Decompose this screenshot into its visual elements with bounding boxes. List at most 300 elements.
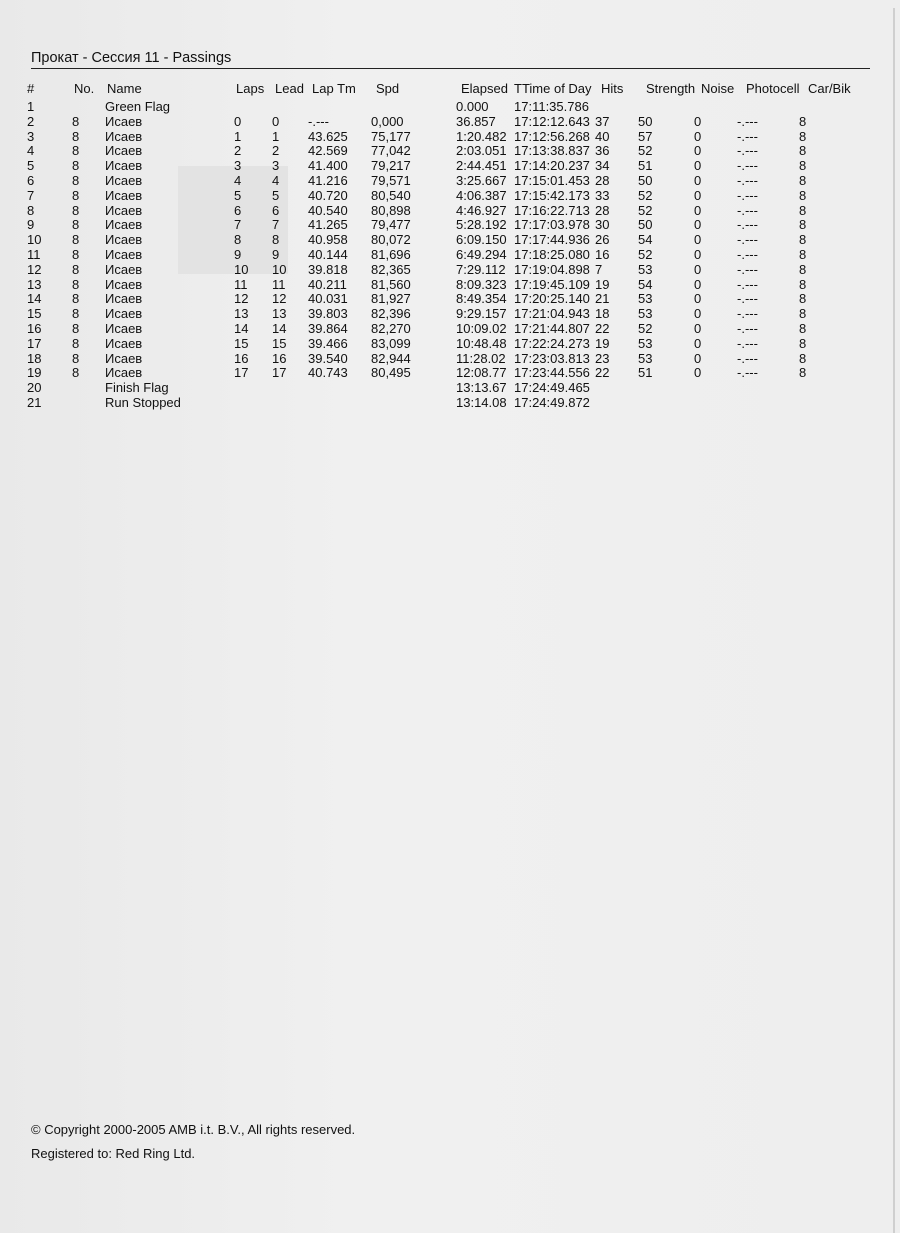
cell-num: 9 bbox=[27, 217, 35, 233]
cell-name: Исаев bbox=[105, 350, 143, 366]
cell-laptm: 40.540 bbox=[308, 202, 348, 218]
cell-spd: 80,898 bbox=[371, 202, 411, 218]
cell-hits: 36 bbox=[595, 143, 610, 159]
cell-strength: 52 bbox=[638, 187, 653, 203]
cell-elapsed: 9:29.157 bbox=[456, 306, 507, 322]
cell-laps: 3 bbox=[234, 158, 242, 174]
cell-car: 8 bbox=[799, 158, 807, 174]
cell-car: 8 bbox=[799, 128, 807, 144]
cell-spd: 77,042 bbox=[371, 143, 411, 159]
cell-name: Исаев bbox=[105, 202, 143, 218]
cell-elapsed: 7:29.112 bbox=[456, 261, 506, 277]
col-header-spd: Spd bbox=[376, 81, 400, 96]
cell-elapsed: 10:48.48 bbox=[456, 335, 507, 351]
cell-num: 13 bbox=[27, 276, 42, 292]
cell-noise: 0 bbox=[694, 306, 702, 322]
cell-laptm: 39.540 bbox=[308, 350, 348, 366]
table-row bbox=[0, 395, 900, 410]
cell-name: Green Flag bbox=[105, 99, 171, 114]
cell-elapsed: 1:20.482 bbox=[456, 128, 507, 144]
cell-car: 8 bbox=[799, 291, 807, 307]
cell-num: 10 bbox=[27, 232, 42, 248]
cell-elapsed: 4:06.387 bbox=[456, 187, 507, 203]
cell-tod: 17:21:04.943 bbox=[514, 306, 590, 322]
cell-name: Исаев bbox=[105, 128, 143, 144]
cell-laptm: 41.400 bbox=[308, 158, 348, 174]
cell-name: Исаев bbox=[105, 365, 143, 381]
cell-no: 8 bbox=[72, 128, 80, 144]
cell-hits: 7 bbox=[595, 261, 603, 277]
table-row bbox=[0, 143, 900, 158]
cell-num: 21 bbox=[27, 395, 42, 410]
cell-elapsed: 13:13.67 bbox=[456, 380, 507, 396]
cell-name: Исаев bbox=[105, 143, 143, 159]
cell-laptm: 40.720 bbox=[308, 187, 348, 203]
cell-lead: 3 bbox=[272, 158, 280, 174]
cell-laptm: 39.818 bbox=[308, 261, 348, 277]
cell-laptm: 40.031 bbox=[308, 291, 348, 307]
cell-laps: 5 bbox=[234, 187, 242, 203]
cell-hits: 23 bbox=[595, 350, 610, 366]
cell-num: 16 bbox=[27, 321, 42, 336]
cell-elapsed: 5:28.192 bbox=[456, 217, 507, 233]
cell-lead: 6 bbox=[272, 202, 280, 218]
cell-car: 8 bbox=[799, 365, 807, 381]
cell-num: 15 bbox=[27, 306, 42, 322]
table-row bbox=[0, 114, 900, 129]
cell-num: 18 bbox=[27, 350, 42, 366]
cell-no: 8 bbox=[72, 276, 80, 292]
col-header-car: Car/Bik bbox=[808, 81, 851, 96]
cell-name: Finish Flag bbox=[105, 380, 169, 396]
cell-strength: 52 bbox=[638, 202, 653, 218]
cell-noise: 0 bbox=[694, 143, 702, 159]
cell-hits: 18 bbox=[595, 306, 610, 322]
cell-photocell: -.--- bbox=[737, 217, 758, 233]
cell-lead: 11 bbox=[272, 276, 286, 292]
cell-num: 20 bbox=[27, 380, 42, 396]
cell-photocell: -.--- bbox=[737, 321, 758, 336]
cell-hits: 30 bbox=[595, 217, 610, 233]
table-row bbox=[0, 277, 900, 292]
cell-laps: 15 bbox=[234, 335, 249, 351]
col-header-num: # bbox=[27, 81, 35, 96]
cell-lead: 14 bbox=[272, 321, 287, 336]
cell-laps: 7 bbox=[234, 217, 242, 233]
cell-spd: 82,396 bbox=[371, 306, 411, 322]
table-row bbox=[0, 306, 900, 321]
cell-photocell: -.--- bbox=[737, 128, 758, 144]
cell-laps: 10 bbox=[234, 261, 249, 277]
cell-num: 12 bbox=[27, 261, 42, 277]
cell-lead: 9 bbox=[272, 247, 280, 262]
table-row bbox=[0, 380, 900, 395]
cell-no: 8 bbox=[72, 247, 80, 262]
cell-hits: 19 bbox=[595, 335, 610, 351]
cell-strength: 53 bbox=[638, 350, 653, 366]
cell-spd: 82,365 bbox=[371, 261, 411, 277]
registered-note: Registered to: Red Ring Ltd. bbox=[31, 1146, 196, 1161]
cell-tod: 17:18:25.080 bbox=[514, 247, 590, 262]
cell-tod: 17:24:49.465 bbox=[514, 380, 590, 396]
cell-no: 8 bbox=[72, 143, 80, 159]
cell-strength: 53 bbox=[638, 306, 653, 322]
cell-laptm: 42.569 bbox=[308, 143, 348, 159]
cell-car: 8 bbox=[799, 173, 807, 188]
table-row bbox=[0, 188, 900, 203]
cell-laps: 11 bbox=[234, 276, 248, 292]
cell-tod: 17:19:45.109 bbox=[514, 276, 590, 292]
cell-strength: 53 bbox=[638, 261, 653, 277]
cell-noise: 0 bbox=[694, 365, 702, 381]
cell-no: 8 bbox=[72, 232, 80, 248]
cell-tod: 17:15:42.173 bbox=[514, 187, 590, 203]
cell-photocell: -.--- bbox=[737, 143, 758, 159]
cell-noise: 0 bbox=[694, 232, 702, 248]
cell-strength: 54 bbox=[638, 276, 653, 292]
cell-num: 6 bbox=[27, 173, 35, 188]
cell-photocell: -.--- bbox=[737, 158, 758, 174]
cell-lead: 15 bbox=[272, 335, 287, 351]
cell-elapsed: 10:09.02 bbox=[456, 321, 507, 336]
cell-lead: 13 bbox=[272, 306, 287, 322]
cell-hits: 22 bbox=[595, 365, 610, 381]
cell-laptm: 41.265 bbox=[308, 217, 348, 233]
col-header-laptm: Lap Tm bbox=[312, 81, 356, 96]
cell-hits: 16 bbox=[595, 247, 610, 262]
cell-laptm: 40.211 bbox=[308, 276, 347, 292]
cell-name: Исаев bbox=[105, 321, 143, 336]
cell-lead: 2 bbox=[272, 143, 280, 159]
cell-no: 8 bbox=[72, 321, 80, 336]
cell-lead: 12 bbox=[272, 291, 287, 307]
cell-num: 11 bbox=[27, 247, 41, 262]
cell-laptm: 40.958 bbox=[308, 232, 348, 248]
cell-tod: 17:21:44.807 bbox=[514, 321, 590, 336]
cell-laps: 9 bbox=[234, 247, 242, 262]
cell-noise: 0 bbox=[694, 202, 702, 218]
cell-no: 8 bbox=[72, 350, 80, 366]
cell-hits: 34 bbox=[595, 158, 610, 174]
cell-strength: 50 bbox=[638, 173, 653, 188]
table-row bbox=[0, 99, 900, 114]
cell-tod: 17:23:44.556 bbox=[514, 365, 590, 381]
cell-car: 8 bbox=[799, 232, 807, 248]
cell-strength: 53 bbox=[638, 335, 653, 351]
cell-photocell: -.--- bbox=[737, 365, 758, 381]
cell-hits: 28 bbox=[595, 173, 610, 188]
cell-lead: 4 bbox=[272, 173, 280, 188]
cell-strength: 51 bbox=[638, 158, 653, 174]
cell-car: 8 bbox=[799, 321, 807, 336]
table-header bbox=[0, 81, 900, 96]
cell-car: 8 bbox=[799, 202, 807, 218]
cell-car: 8 bbox=[799, 113, 807, 129]
cell-photocell: -.--- bbox=[737, 247, 758, 262]
cell-laptm: -.--- bbox=[308, 113, 329, 129]
cell-no: 8 bbox=[72, 217, 80, 233]
cell-strength: 50 bbox=[638, 113, 653, 129]
table-row bbox=[0, 351, 900, 366]
cell-name: Исаев bbox=[105, 173, 143, 188]
cell-spd: 75,177 bbox=[371, 128, 411, 144]
cell-name: Run Stopped bbox=[105, 395, 181, 410]
cell-elapsed: 13:14.08 bbox=[456, 395, 507, 410]
copyright-note: © Copyright 2000-2005 AMB i.t. B.V., All rights reserved. bbox=[31, 1122, 356, 1137]
cell-car: 8 bbox=[799, 306, 807, 322]
cell-tod: 17:24:49.872 bbox=[514, 395, 590, 410]
cell-photocell: -.--- bbox=[737, 187, 758, 203]
cell-noise: 0 bbox=[694, 291, 702, 307]
cell-no: 8 bbox=[72, 113, 80, 129]
cell-spd: 79,217 bbox=[371, 158, 411, 174]
cell-photocell: -.--- bbox=[737, 173, 758, 188]
cell-spd: 82,944 bbox=[371, 350, 411, 366]
cell-laptm: 43.625 bbox=[308, 128, 348, 144]
cell-tod: 17:23:03.813 bbox=[514, 350, 590, 366]
cell-photocell: -.--- bbox=[737, 202, 758, 218]
cell-photocell: -.--- bbox=[737, 350, 758, 366]
title-divider bbox=[31, 68, 870, 69]
cell-no: 8 bbox=[72, 202, 80, 218]
cell-laps: 6 bbox=[234, 202, 242, 218]
cell-name: Исаев bbox=[105, 247, 143, 262]
cell-laps: 1 bbox=[234, 128, 242, 144]
cell-num: 4 bbox=[27, 143, 35, 159]
cell-name: Исаев bbox=[105, 276, 143, 292]
cell-name: Исаев bbox=[105, 217, 143, 233]
cell-photocell: -.--- bbox=[737, 261, 758, 277]
table-row bbox=[0, 291, 900, 306]
cell-noise: 0 bbox=[694, 276, 702, 292]
cell-elapsed: 36.857 bbox=[456, 113, 496, 129]
cell-car: 8 bbox=[799, 261, 807, 277]
cell-hits: 28 bbox=[595, 202, 610, 218]
cell-laps: 16 bbox=[234, 350, 249, 366]
cell-num: 8 bbox=[27, 202, 35, 218]
cell-car: 8 bbox=[799, 143, 807, 159]
cell-name: Исаев bbox=[105, 261, 143, 277]
cell-spd: 81,696 bbox=[371, 247, 411, 262]
cell-noise: 0 bbox=[694, 128, 702, 144]
cell-tod: 17:17:44.936 bbox=[514, 232, 590, 248]
cell-hits: 19 bbox=[595, 276, 610, 292]
cell-hits: 26 bbox=[595, 232, 610, 248]
cell-laps: 17 bbox=[234, 365, 249, 381]
cell-lead: 0 bbox=[272, 113, 280, 129]
cell-photocell: -.--- bbox=[737, 276, 758, 292]
cell-noise: 0 bbox=[694, 187, 702, 203]
cell-tod: 17:11:35.786 bbox=[514, 99, 589, 114]
cell-lead: 8 bbox=[272, 232, 280, 248]
col-header-noise: Noise bbox=[701, 81, 735, 96]
table-row bbox=[0, 336, 900, 351]
cell-laps: 2 bbox=[234, 143, 242, 159]
table-row bbox=[0, 158, 900, 173]
cell-laptm: 40.144 bbox=[308, 247, 348, 262]
col-header-strength: Strength bbox=[646, 81, 696, 96]
cell-lead: 16 bbox=[272, 350, 287, 366]
cell-spd: 79,571 bbox=[371, 173, 411, 188]
col-header-lead: Lead bbox=[275, 81, 304, 96]
cell-elapsed: 8:49.354 bbox=[456, 291, 507, 307]
col-header-elapsed: Elapsed bbox=[461, 81, 508, 96]
cell-strength: 50 bbox=[638, 217, 653, 233]
cell-hits: 40 bbox=[595, 128, 610, 144]
cell-photocell: -.--- bbox=[737, 291, 758, 307]
cell-noise: 0 bbox=[694, 247, 702, 262]
cell-tod: 17:13:38.837 bbox=[514, 143, 590, 159]
cell-noise: 0 bbox=[694, 321, 702, 336]
cell-name: Исаев bbox=[105, 187, 143, 203]
cell-hits: 37 bbox=[595, 113, 610, 129]
table-row bbox=[0, 232, 900, 247]
col-header-hits: Hits bbox=[601, 81, 624, 96]
cell-strength: 52 bbox=[638, 247, 653, 262]
cell-tod: 17:12:56.268 bbox=[514, 128, 590, 144]
col-header-no: No. bbox=[74, 81, 95, 96]
cell-lead: 17 bbox=[272, 365, 287, 381]
cell-elapsed: 0.000 bbox=[456, 99, 489, 114]
cell-no: 8 bbox=[72, 261, 80, 277]
cell-photocell: -.--- bbox=[737, 335, 758, 351]
col-header-tod: TTime of Day bbox=[514, 81, 592, 96]
cell-laptm: 41.216 bbox=[308, 173, 348, 188]
cell-strength: 57 bbox=[638, 128, 653, 144]
cell-name: Исаев bbox=[105, 306, 143, 322]
cell-noise: 0 bbox=[694, 217, 702, 233]
cell-tod: 17:15:01.453 bbox=[514, 173, 590, 188]
cell-spd: 81,560 bbox=[371, 276, 411, 292]
cell-hits: 21 bbox=[595, 291, 610, 307]
cell-strength: 52 bbox=[638, 143, 653, 159]
cell-laptm: 40.743 bbox=[308, 365, 348, 381]
cell-num: 7 bbox=[27, 187, 35, 203]
cell-no: 8 bbox=[72, 365, 80, 381]
cell-elapsed: 6:09.150 bbox=[456, 232, 507, 248]
cell-hits: 22 bbox=[595, 321, 610, 336]
cell-spd: 80,495 bbox=[371, 365, 411, 381]
cell-name: Исаев bbox=[105, 335, 143, 351]
cell-tod: 17:22:24.273 bbox=[514, 335, 590, 351]
cell-photocell: -.--- bbox=[737, 232, 758, 248]
cell-elapsed: 11:28.02 bbox=[456, 350, 506, 366]
cell-name: Исаев bbox=[105, 113, 143, 129]
cell-noise: 0 bbox=[694, 335, 702, 351]
cell-spd: 0,000 bbox=[371, 113, 404, 129]
cell-strength: 52 bbox=[638, 321, 653, 336]
col-header-photocell: Photocell bbox=[746, 81, 800, 96]
table-row bbox=[0, 129, 900, 144]
cell-laps: 13 bbox=[234, 306, 249, 322]
cell-name: Исаев bbox=[105, 291, 143, 307]
cell-lead: 10 bbox=[272, 261, 287, 277]
table-row bbox=[0, 217, 900, 232]
cell-tod: 17:12:12.643 bbox=[514, 113, 590, 129]
cell-car: 8 bbox=[799, 217, 807, 233]
cell-num: 19 bbox=[27, 365, 42, 381]
cell-num: 1 bbox=[27, 99, 35, 114]
cell-photocell: -.--- bbox=[737, 306, 758, 322]
cell-laptm: 39.864 bbox=[308, 321, 348, 336]
cell-tod: 17:17:03.978 bbox=[514, 217, 590, 233]
cell-elapsed: 4:46.927 bbox=[456, 202, 507, 218]
page-title: Прокат - Сессия 11 - Passings bbox=[31, 50, 232, 66]
cell-elapsed: 3:25.667 bbox=[456, 173, 507, 188]
cell-tod: 17:19:04.898 bbox=[514, 261, 590, 277]
cell-laps: 0 bbox=[234, 113, 242, 129]
table-row bbox=[0, 262, 900, 277]
table-row bbox=[0, 321, 900, 336]
table-row bbox=[0, 365, 900, 380]
cell-lead: 1 bbox=[272, 128, 280, 144]
cell-spd: 82,270 bbox=[371, 321, 411, 336]
cell-num: 2 bbox=[27, 113, 35, 129]
cell-num: 5 bbox=[27, 158, 35, 174]
cell-noise: 0 bbox=[694, 350, 702, 366]
cell-strength: 51 bbox=[638, 365, 653, 381]
cell-spd: 83,099 bbox=[371, 335, 411, 351]
cell-car: 8 bbox=[799, 350, 807, 366]
table-row bbox=[0, 203, 900, 218]
cell-tod: 17:14:20.237 bbox=[514, 158, 590, 174]
cell-strength: 54 bbox=[638, 232, 653, 248]
cell-no: 8 bbox=[72, 335, 80, 351]
cell-name: Исаев bbox=[105, 232, 143, 248]
cell-elapsed: 12:08.77 bbox=[456, 365, 507, 381]
cell-tod: 17:20:25.140 bbox=[514, 291, 590, 307]
cell-spd: 81,927 bbox=[371, 291, 411, 307]
cell-spd: 80,540 bbox=[371, 187, 411, 203]
cell-car: 8 bbox=[799, 187, 807, 203]
table-row bbox=[0, 247, 900, 262]
cell-laps: 8 bbox=[234, 232, 242, 248]
cell-name: Исаев bbox=[105, 158, 143, 174]
cell-strength: 53 bbox=[638, 291, 653, 307]
cell-num: 14 bbox=[27, 291, 42, 307]
cell-photocell: -.--- bbox=[737, 113, 758, 129]
cell-car: 8 bbox=[799, 247, 807, 262]
cell-no: 8 bbox=[72, 158, 80, 174]
cell-car: 8 bbox=[799, 276, 807, 292]
cell-noise: 0 bbox=[694, 173, 702, 188]
cell-elapsed: 2:44.451 bbox=[456, 158, 507, 174]
cell-laps: 4 bbox=[234, 173, 242, 188]
cell-no: 8 bbox=[72, 306, 80, 322]
cell-spd: 79,477 bbox=[371, 217, 411, 233]
cell-lead: 5 bbox=[272, 187, 280, 203]
cell-spd: 80,072 bbox=[371, 232, 411, 248]
cell-num: 17 bbox=[27, 335, 42, 351]
cell-noise: 0 bbox=[694, 261, 702, 277]
cell-tod: 17:16:22.713 bbox=[514, 202, 590, 218]
cell-no: 8 bbox=[72, 291, 80, 307]
col-header-name: Name bbox=[107, 81, 142, 96]
cell-laptm: 39.803 bbox=[308, 306, 348, 322]
cell-car: 8 bbox=[799, 335, 807, 351]
cell-no: 8 bbox=[72, 173, 80, 188]
cell-elapsed: 6:49.294 bbox=[456, 247, 507, 262]
cell-laptm: 39.466 bbox=[308, 335, 348, 351]
cell-elapsed: 2:03.051 bbox=[456, 143, 507, 159]
col-header-laps: Laps bbox=[236, 81, 265, 96]
cell-noise: 0 bbox=[694, 158, 702, 174]
cell-hits: 33 bbox=[595, 187, 610, 203]
table-row bbox=[0, 173, 900, 188]
cell-no: 8 bbox=[72, 187, 80, 203]
cell-laps: 12 bbox=[234, 291, 249, 307]
cell-elapsed: 8:09.323 bbox=[456, 276, 507, 292]
